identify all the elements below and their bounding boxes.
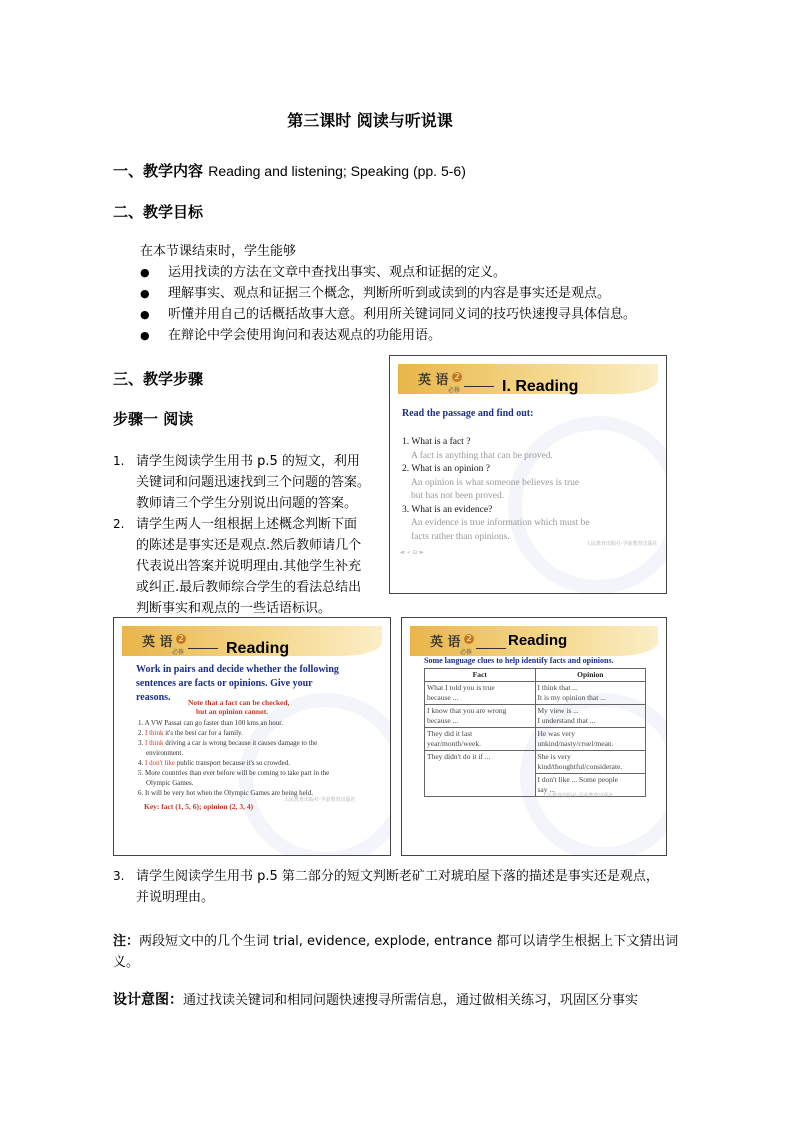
list-item: 5. More countries than ever before will be coming to take part in the: [138, 769, 330, 777]
list-item: ● 理解事实、观点和证据三个概念，判断所听到或读到的内容是事实还是观点。: [140, 286, 611, 301]
list-item: ● 听懂并用自己的话概括故事大意。利用所关键词同义词的技巧快速搜寻具体信息。: [140, 307, 637, 322]
answer-key: Key: fact (1, 5, 6); opinion (2, 3, 4): [144, 802, 254, 811]
section-heading-steps: 三、教学步骤: [113, 370, 204, 388]
qa-list: 1. What is a fact ? A fact is anything that can be proved. 2. What is an opinion ? An opinion is what someone believes is true but has not been proved. 3. What is an evidence? An evidence is true information which must be facts rather than opinions.: [402, 437, 590, 542]
list-item: Olympic Games.: [146, 779, 194, 787]
slide-note: Note that a fact can be checked, but an opinion cannot.: [188, 698, 290, 716]
slide-instruction: Work in pairs and decide whether the following sentences are facts or opinions. Give your reasons.: [136, 664, 339, 703]
table-row: They didn't do it if ... She is very kind/thoughtful/considerate.: [425, 751, 646, 774]
slide-title: I. Reading: [502, 378, 579, 395]
design-label: 设计意图：: [113, 992, 183, 1008]
slide-banner: 英 语 2 必修: [410, 626, 658, 656]
list-item: 3. I think driving a car is wrong because it causes damage to the: [138, 739, 318, 747]
table-row: They did it last year/month/week. He was very unkind/nasty/cruel/mean.: [425, 728, 646, 751]
slide-language-clues: [401, 617, 667, 856]
table-row: I know that you are wrong because ... My view is ... I understand that ...: [425, 705, 646, 728]
slide-banner: 英 语 2 必修: [398, 364, 658, 394]
slide-banner: 英 语 2 必修: [122, 626, 382, 656]
watermark-text: 人民教育出版社·学前教育出版社: [586, 541, 658, 547]
goals-intro: 在本节课结束时，学生能够: [140, 244, 297, 259]
statement-list: [138, 718, 386, 798]
section-heading-goals: 二、教学目标: [113, 203, 204, 221]
slide-title: Reading: [226, 640, 290, 657]
section-content: Reading and listening; Speaking (pp. 5-6): [208, 163, 466, 179]
section-heading: 一、教学内容: [113, 162, 204, 180]
list-item: 1. 请学生阅读学生用书 p.5 的短文，利用 关键词和问题迅速找到三个问题的答案。 教师请三个学生分别说出问题的答案。: [113, 454, 371, 511]
table-row: What I told you is true because ... I think that ... It is my opinion that ...: [425, 682, 646, 705]
list-item: environment.: [146, 749, 184, 757]
slide-instruction: Some language clues to help identify facts and opinions.: [424, 656, 614, 665]
list-item: 2. 请学生两人一组根据上述概念判断下面 的陈述是事实还是观点.然后教师请几个 代表说出答案并说明理由.其他学生补充 或纠正.最后教师综合学生的看法总结出 判断事实和观点的一些话语标识。: [113, 517, 362, 616]
step-one-heading: 步骤一 阅读: [113, 410, 194, 428]
vocabulary-note: 注：两段短文中的几个生词 trial, evidence, explode, entrance 都可以请学生根据上下文猜出词 义。: [113, 934, 679, 970]
watermark-text: 人民教育出版社·学前教育出版社: [284, 797, 356, 803]
list-item: 6. It will be very hot when the Olympic Games are being held.: [138, 789, 313, 797]
table-row: I don't like ... Some people say ...: [425, 774, 646, 797]
slide-reading-definitions: [389, 355, 667, 594]
steps-list: [113, 451, 393, 619]
goals-list: [140, 241, 700, 346]
slide-nav: ≪ ✓ ⊡ ≫: [400, 550, 424, 556]
table-header: Fact Opinion: [425, 669, 646, 682]
watermark-text: 人民教育出版社·学前教育出版社: [542, 793, 614, 799]
list-item: ● 运用找读的方法在文章中查找出事实、观点和证据的定义。: [140, 265, 507, 280]
list-item: 1. A VW Passat can go faster than 100 kms an hour.: [138, 719, 283, 727]
note-label: 注：: [113, 934, 140, 949]
slide-instruction: Read the passage and find out:: [402, 408, 534, 419]
section-teaching-content: [113, 160, 466, 181]
page-title: 第三课时 阅读与听说课: [287, 111, 453, 130]
list-item: 4. I don't like public transport because it's so crowded.: [138, 759, 291, 767]
slide-title: Reading: [508, 632, 568, 649]
design-intent: 设计意图：通过找读关键词和相同问题快速搜寻所需信息，通过做相关练习，巩固区分事实: [113, 992, 639, 1008]
list-item: 2. I think it's the best car for a family.: [138, 729, 243, 737]
step-item-3: 3. 请学生阅读学生用书 p.5 第二部分的短文判断老矿工对琥珀屋下落的描述是事实还是观点， 并说明理由。: [113, 869, 659, 905]
clues-table: [424, 668, 646, 797]
list-item: ● 在辩论中学会使用询问和表达观点的功能用语。: [140, 328, 442, 343]
slide-facts-opinions: [113, 617, 391, 856]
